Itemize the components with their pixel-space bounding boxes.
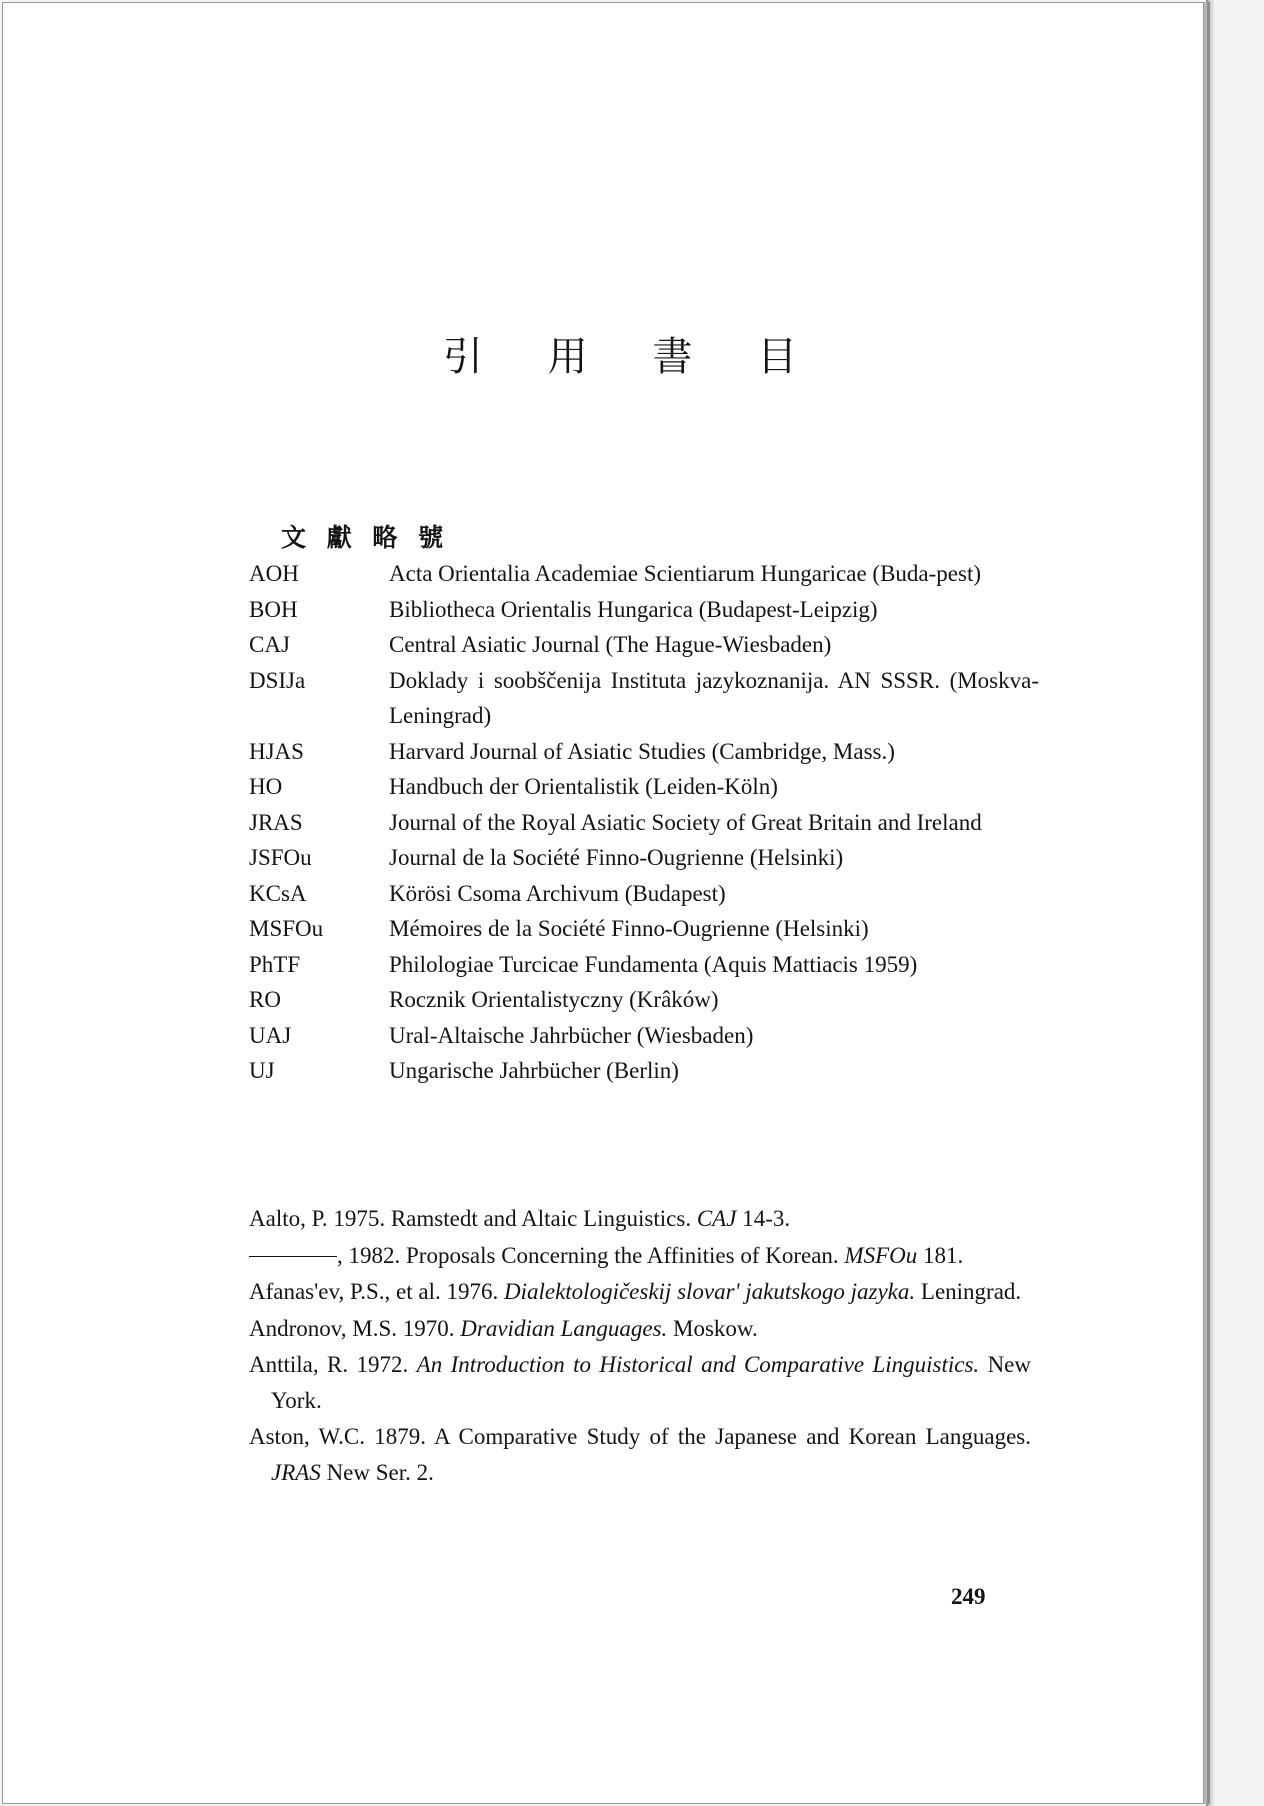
abbreviation-code: UJ (249, 1058, 275, 1083)
abbreviation-code: HO (249, 774, 283, 799)
abbreviation-code: AOH (249, 561, 299, 586)
reference-text: Aston, W.C. 1879. A Comparative Study of the Japanese and Korean Languages. (249, 1424, 1031, 1449)
abbreviation-code: RO (249, 987, 281, 1012)
page-number: 249 (951, 1584, 986, 1609)
abbreviation-description: Ungarische Jahrbücher (Berlin) (389, 1058, 679, 1083)
abbreviation-row (249, 1018, 1039, 1054)
abbreviation-description: Acta Orientalia Academiae Scientiarum Hungaricae (Buda-pest) (389, 561, 981, 586)
abbreviation-code: BOH (249, 596, 298, 622)
reference-entry (249, 1419, 1031, 1490)
abbreviation-description: Central Asiatic Journal (The Hague-Wiesbaden) (389, 632, 832, 657)
reference-suffix: 14-3. (736, 1206, 791, 1231)
abbreviation-row (249, 1053, 1039, 1089)
reference-entry (249, 1274, 1031, 1310)
abbreviation-description: Philologiae Turcicae Fundamenta (Aquis Mattiacis 1959) (389, 951, 918, 977)
reference-entry (249, 1238, 1031, 1274)
reference-italic-title: Dialektologičeskij slovar' jakutskogo jazyka. (503, 1279, 916, 1304)
abbreviation-row (249, 876, 1039, 912)
reference-suffix: Moskow. (667, 1315, 758, 1341)
reference-suffix: 181. (917, 1242, 964, 1268)
abbreviation-row (249, 769, 1039, 805)
abbreviation-row (249, 947, 1039, 983)
page-edge (1206, 0, 1214, 1806)
document-page (2, 2, 1204, 1804)
abbreviation-description: Journal de la Société Finno-Ougrienne (Helsinki) (389, 845, 844, 870)
abbreviation-code: UAJ (249, 1022, 292, 1048)
reference-entry (249, 1311, 1031, 1347)
abbreviation-code: KCsA (249, 880, 307, 906)
page-title: 引 用 書 目 (442, 334, 824, 380)
reference-entry (249, 1201, 1031, 1237)
abbreviation-row (249, 556, 1039, 592)
abbreviation-description: Ural-Altaische Jahrbücher (Wiesbaden) (389, 1022, 754, 1048)
abbreviation-code: DSIJa (249, 667, 306, 693)
abbreviation-description: Körösi Csoma Archivum (Budapest) (389, 880, 726, 906)
abbreviation-row (249, 911, 1039, 947)
reference-italic-title: An Introduction to Historical and Comparative Linguistics. (416, 1352, 980, 1377)
abbreviation-description: Mémoires de la Société Finno-Ougrienne (Helsinki) (389, 916, 869, 941)
reference-text: Andronov, M.S. 1970. (249, 1315, 461, 1341)
abbreviation-code: JSFOu (249, 845, 312, 870)
abbreviation-row (249, 663, 1039, 734)
abbreviation-row (249, 592, 1039, 628)
reference-italic-title: Dravidian Languages. (460, 1315, 668, 1341)
reference-list (249, 1201, 1031, 1491)
reference-text: Anttila, R. 1972. (249, 1352, 417, 1377)
reference-suffix: New Ser. 2. (320, 1459, 434, 1485)
abbreviation-description: Bibliotheca Orientalis Hungarica (Budapest-Leipzig) (389, 596, 878, 622)
reference-text: , 1982. Proposals Concerning the Affinities of Korean. (337, 1242, 845, 1268)
abbreviation-row (249, 840, 1039, 876)
abbreviation-description: Journal of the Royal Asiatic Society of Great Britain and Ireland (389, 809, 982, 835)
ditto-rule (249, 1256, 337, 1257)
abbreviation-row (249, 805, 1039, 841)
reference-italic-title: MSFOu (844, 1242, 918, 1268)
abbreviation-description: Rocznik Orientalistyczny (Krâków) (389, 987, 719, 1012)
abbreviation-description: Doklady i soobščenija Instituta jazykoznanija. AN SSSR. (Moskva-Leningrad) (389, 667, 1039, 728)
reference-entry (249, 1347, 1031, 1418)
reference-text: Afanas'ev, P.S., et al. 1976. (249, 1279, 504, 1304)
abbreviations-heading: 文 獻 略 號 (281, 523, 450, 552)
abbreviation-list (249, 556, 1039, 1089)
abbreviation-row (249, 982, 1039, 1018)
abbreviation-row (249, 627, 1039, 663)
abbreviation-code: HJAS (249, 738, 304, 764)
abbreviation-description: Handbuch der Orientalistik (Leiden-Köln) (389, 774, 778, 799)
reference-text: Aalto, P. 1975. Ramstedt and Altaic Linguistics. (249, 1206, 697, 1231)
reference-suffix: Leningrad. (915, 1279, 1022, 1304)
reference-suffix: New York. (271, 1352, 1031, 1413)
abbreviation-row (249, 734, 1039, 770)
abbreviation-description: Harvard Journal of Asiatic Studies (Cambridge, Mass.) (389, 738, 895, 764)
reference-italic-title: JRAS (271, 1459, 321, 1485)
reference-italic-title: CAJ (696, 1206, 737, 1231)
abbreviation-code: PhTF (249, 951, 301, 977)
abbreviation-code: MSFOu (249, 916, 324, 941)
abbreviation-code: CAJ (249, 632, 290, 657)
abbreviation-code: JRAS (249, 809, 303, 835)
